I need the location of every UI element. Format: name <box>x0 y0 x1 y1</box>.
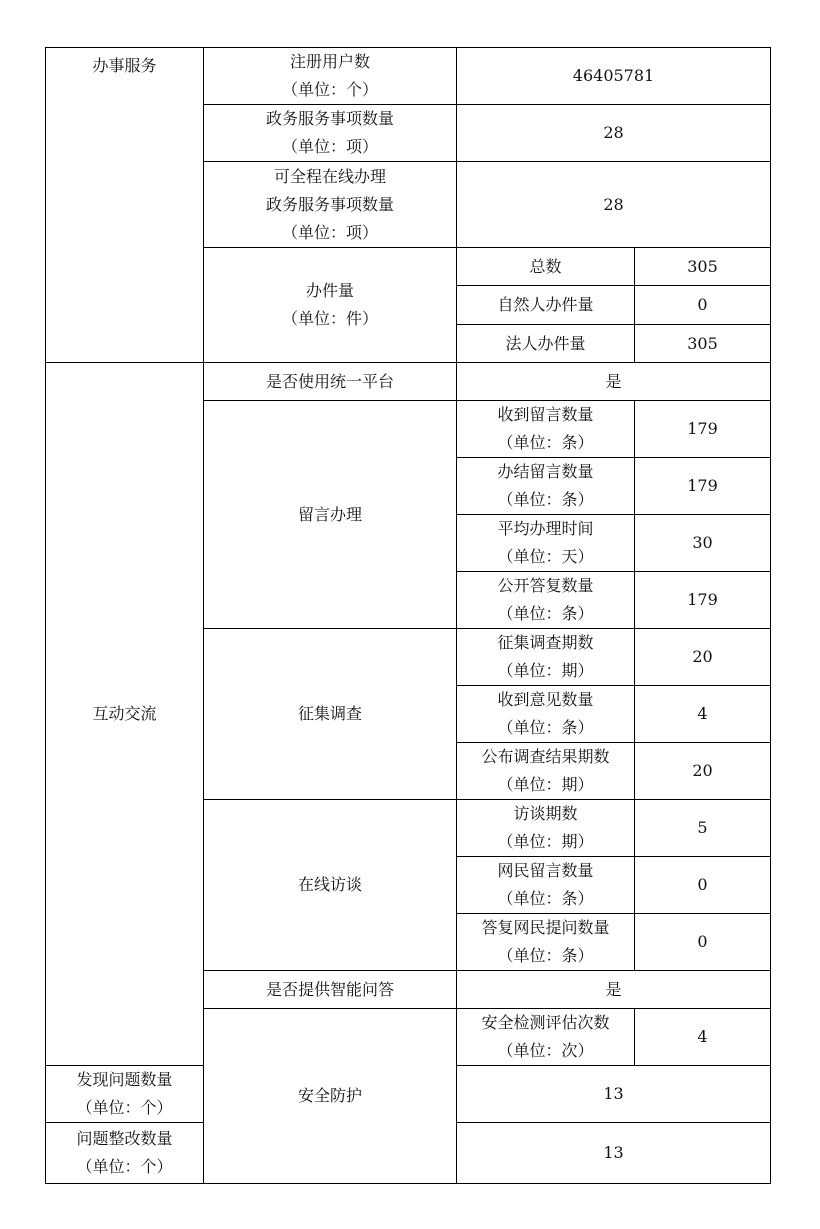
security-checks-label: 安全检测评估次数 （单位：次） <box>457 1009 635 1066</box>
interview-messages-value: 0 <box>635 857 771 914</box>
cases-label: 办件量 （单位：件） <box>204 248 457 363</box>
unified-platform-label: 是否使用统一平台 <box>204 363 457 401</box>
security-checks-value: 4 <box>635 1009 771 1066</box>
cases-person-label: 自然人办件量 <box>457 286 635 325</box>
messages-closed-label: 办结留言数量 （单位：条） <box>457 458 635 515</box>
messages-closed-value: 179 <box>635 458 771 515</box>
interview-periods-label: 访谈期数 （单位：期） <box>457 800 635 857</box>
cases-total-label: 总数 <box>457 248 635 286</box>
issues-found-label: 发现问题数量 （单位：个） <box>46 1066 204 1123</box>
interview-label: 在线访谈 <box>204 800 457 971</box>
messages-avg-time-label: 平均办理时间 （单位：天） <box>457 515 635 572</box>
messages-received-value: 179 <box>635 401 771 458</box>
messages-avg-time-value: 30 <box>635 515 771 572</box>
survey-opinions-value: 4 <box>635 686 771 743</box>
issues-found-value: 13 <box>457 1066 771 1123</box>
service-items-value: 28 <box>457 105 771 162</box>
statistics-table <box>45 47 771 1184</box>
service-items-label: 政务服务事项数量 （单位：项） <box>204 105 457 162</box>
online-items-label: 可全程在线办理 政务服务事项数量 （单位：项） <box>204 162 457 248</box>
cases-legal-label: 法人办件量 <box>457 325 635 363</box>
smart-qa-label: 是否提供智能问答 <box>204 971 457 1009</box>
online-items-value: 28 <box>457 162 771 248</box>
unified-platform-value: 是 <box>457 363 771 401</box>
cases-total-value: 305 <box>635 248 771 286</box>
registered-users-label: 注册用户数 （单位：个） <box>204 48 457 105</box>
messages-received-label: 收到留言数量 （单位：条） <box>457 401 635 458</box>
smart-qa-value: 是 <box>457 971 771 1009</box>
survey-results-label: 公布调查结果期数 （单位：期） <box>457 743 635 800</box>
messages-public-reply-label: 公开答复数量 （单位：条） <box>457 572 635 629</box>
issues-fixed-value: 13 <box>457 1123 771 1184</box>
cases-legal-value: 305 <box>635 325 771 363</box>
section-service-title: 办事服务 <box>46 48 204 363</box>
issues-fixed-label: 问题整改数量 （单位：个） <box>46 1123 204 1184</box>
section-interaction-title: 互动交流 <box>46 363 204 1066</box>
interview-replies-value: 0 <box>635 914 771 971</box>
section-security-title: 安全防护 <box>204 1009 457 1184</box>
survey-opinions-label: 收到意见数量 （单位：条） <box>457 686 635 743</box>
interview-replies-label: 答复网民提问数量 （单位：条） <box>457 914 635 971</box>
messages-label: 留言办理 <box>204 401 457 629</box>
interview-periods-value: 5 <box>635 800 771 857</box>
survey-periods-label: 征集调查期数 （单位：期） <box>457 629 635 686</box>
survey-results-value: 20 <box>635 743 771 800</box>
survey-label: 征集调查 <box>204 629 457 800</box>
messages-public-reply-value: 179 <box>635 572 771 629</box>
cases-person-value: 0 <box>635 286 771 325</box>
interview-messages-label: 网民留言数量 （单位：条） <box>457 857 635 914</box>
survey-periods-value: 20 <box>635 629 771 686</box>
registered-users-value: 46405781 <box>457 48 771 105</box>
